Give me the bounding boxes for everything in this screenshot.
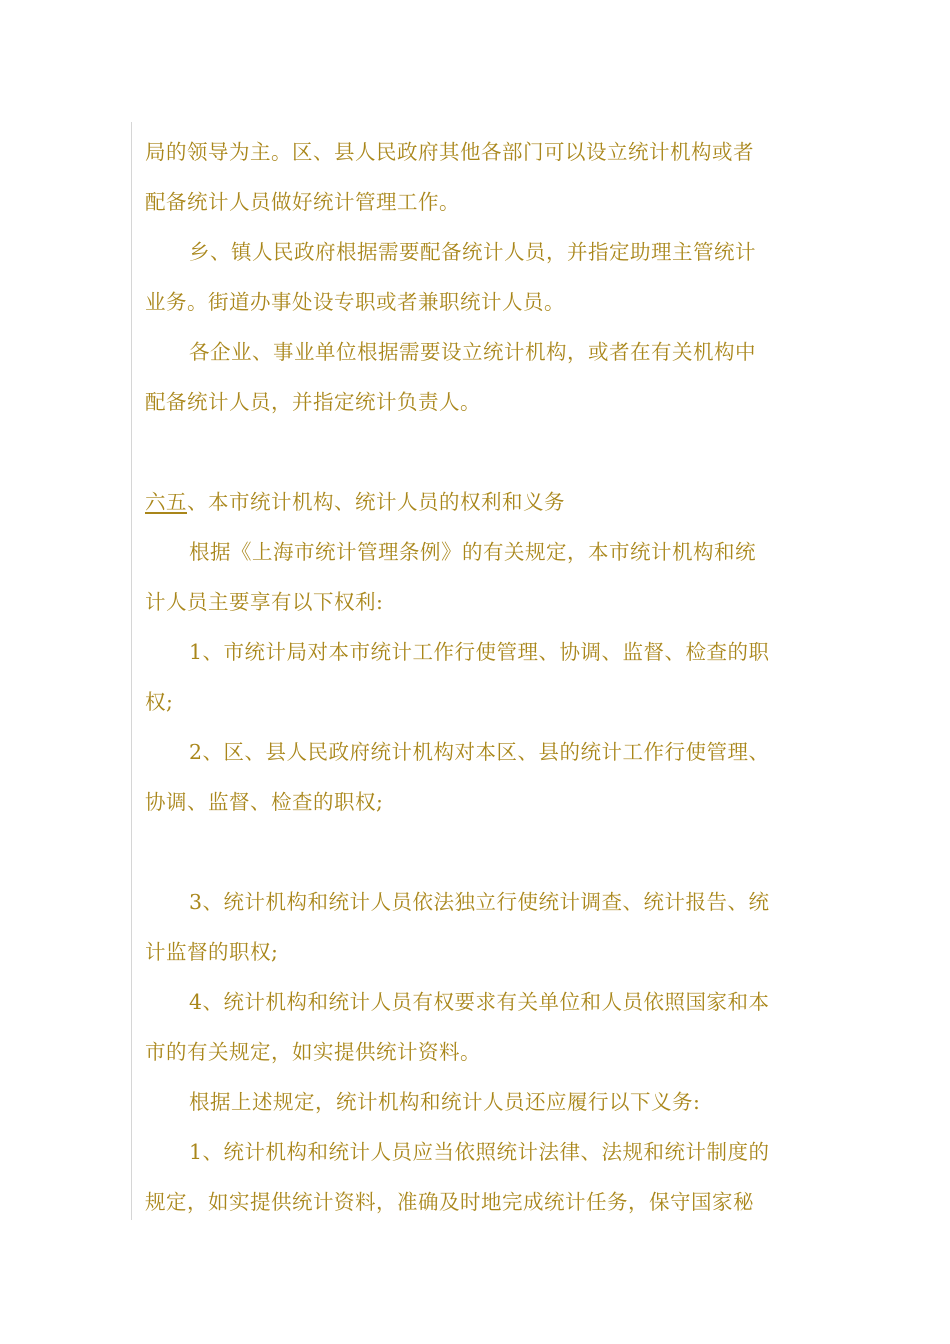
page-margin-rule — [131, 122, 132, 1220]
paragraph-line: 配备统计人员，并指定统计负责人。 — [145, 390, 481, 414]
paragraph-line: 各企业、事业单位根据需要设立统计机构，或者在有关机构中 — [189, 340, 756, 364]
paragraph-line: 1、统计机构和统计人员应当依照统计法律、法规和统计制度的 — [189, 1140, 770, 1164]
paragraph-line: 配备统计人员做好统计管理工作。 — [145, 190, 460, 214]
paragraph-line: 3、统计机构和统计人员依法独立行使统计调查、统计报告、统 — [189, 890, 770, 914]
section-title: 、本市统计机构、统计人员的权利和义务 — [187, 490, 565, 514]
section-number: 六五 — [145, 490, 187, 514]
paragraph-line: 局的领导为主。区、县人民政府其他各部门可以设立统计机构或者 — [145, 140, 754, 164]
paragraph-line: 业务。街道办事处设专职或者兼职统计人员。 — [145, 290, 565, 314]
blank-line — [145, 429, 810, 479]
paragraph-line: 市的有关规定，如实提供统计资料。 — [145, 1040, 481, 1064]
document-body — [145, 129, 810, 1229]
paragraph-line: 规定，如实提供统计资料，准确及时地完成统计任务，保守国家秘 — [145, 1190, 754, 1214]
paragraph-line: 2、区、县人民政府统计机构对本区、县的统计工作行使管理、 — [189, 740, 770, 764]
section-heading — [145, 479, 810, 529]
paragraph-line: 计监督的职权; — [145, 940, 279, 964]
paragraph-line: 1、市统计局对本市统计工作行使管理、协调、监督、检查的职 — [189, 640, 770, 664]
paragraph-line: 4、统计机构和统计人员有权要求有关单位和人员依照国家和本 — [189, 990, 770, 1014]
paragraph-line: 权; — [145, 690, 174, 714]
paragraph-line: 根据《上海市统计管理条例》的有关规定，本市统计机构和统 — [189, 540, 756, 564]
paragraph-line: 计人员主要享有以下权利: — [145, 590, 384, 614]
paragraph-line: 根据上述规定，统计机构和统计人员还应履行以下义务: — [189, 1090, 701, 1114]
paragraph-line: 协调、监督、检查的职权; — [145, 790, 384, 814]
blank-line — [145, 829, 810, 879]
paragraph-line: 乡、镇人民政府根据需要配备统计人员，并指定助理主管统计 — [189, 240, 756, 264]
